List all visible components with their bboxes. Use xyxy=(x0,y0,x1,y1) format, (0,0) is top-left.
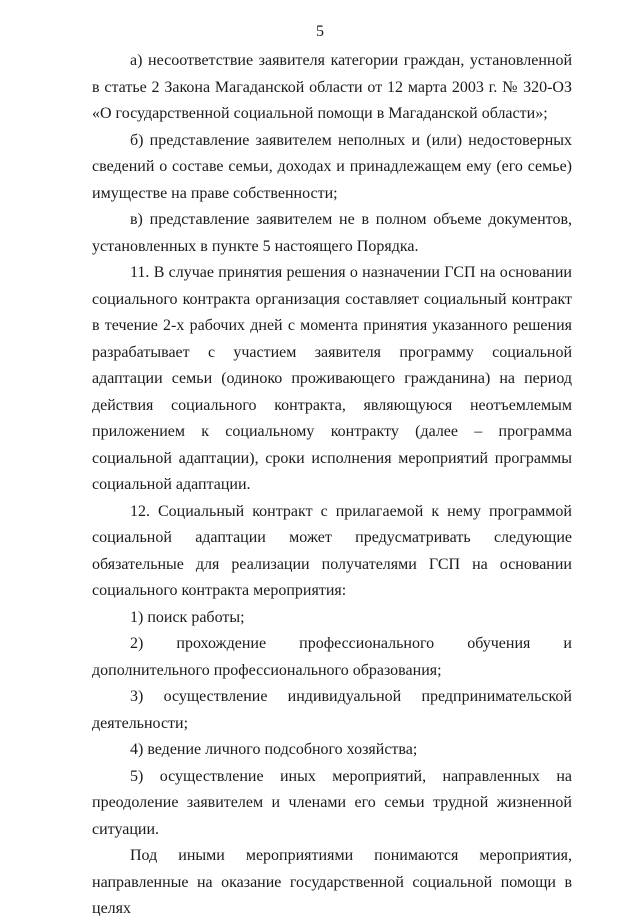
document-body xyxy=(92,48,572,923)
paragraph-item-a: а) несоответствие заявителя категории граждан, установленной в статье 2 Закона Магаданской области от 12 марта 2003 г. № 320-ОЗ «О государственной социальной помощи в Магаданской области»; xyxy=(92,52,572,122)
list-item-2: 2) прохождение профессионального обучения и дополнительного профессионального образования; xyxy=(92,635,572,679)
paragraph-clause-11: 11. В случае принятия решения о назначении ГСП на основании социального контракта организация составляет социальный контракт в течение 2-х рабочих дней с момента принятия указанного решения разрабатывает с участием заявителя программу социальной адаптации семьи (одиноко проживающего гражданина) на период действия социального контракта, являющуюся неотъемлемым приложением к социальному контракту (далее – программа социальной адаптации), сроки исполнения мероприятий программы социальной адаптации. xyxy=(92,264,572,493)
list-item-4: 4) ведение личного подсобного хозяйства; xyxy=(130,741,418,758)
page-number: 5 xyxy=(316,23,324,40)
list-item-5: 5) осуществление иных мероприятий, направленных на преодоление заявителем и членами его семьи трудной жизненной ситуации. xyxy=(92,767,572,838)
list-item-1: 1) поиск работы; xyxy=(130,608,245,626)
paragraph-item-b: б) представление заявителем неполных и (или) недостоверных сведений о составе семьи, доходах и принадлежащем ему (его семье) имуществе на праве собственности; xyxy=(92,131,572,202)
list-item-3: 3) осуществление индивидуальной предпринимательской деятельности; xyxy=(92,688,572,732)
paragraph-clause-12: 12. Социальный контракт с прилагаемой к нему программой социальной адаптации может предусматривать следующие обязательные для реализации получателями ГСП на основании социального контракта мероприятия: xyxy=(92,502,572,599)
paragraph-other-measures: Под иными мероприятиями понимаются мероприятия, направленные на оказание государственной социальной помощи в целях xyxy=(92,847,572,917)
paragraph-item-v: в) представление заявителем не в полном объеме документов, установленных в пункте 5 настоящего Порядка. xyxy=(92,211,572,255)
